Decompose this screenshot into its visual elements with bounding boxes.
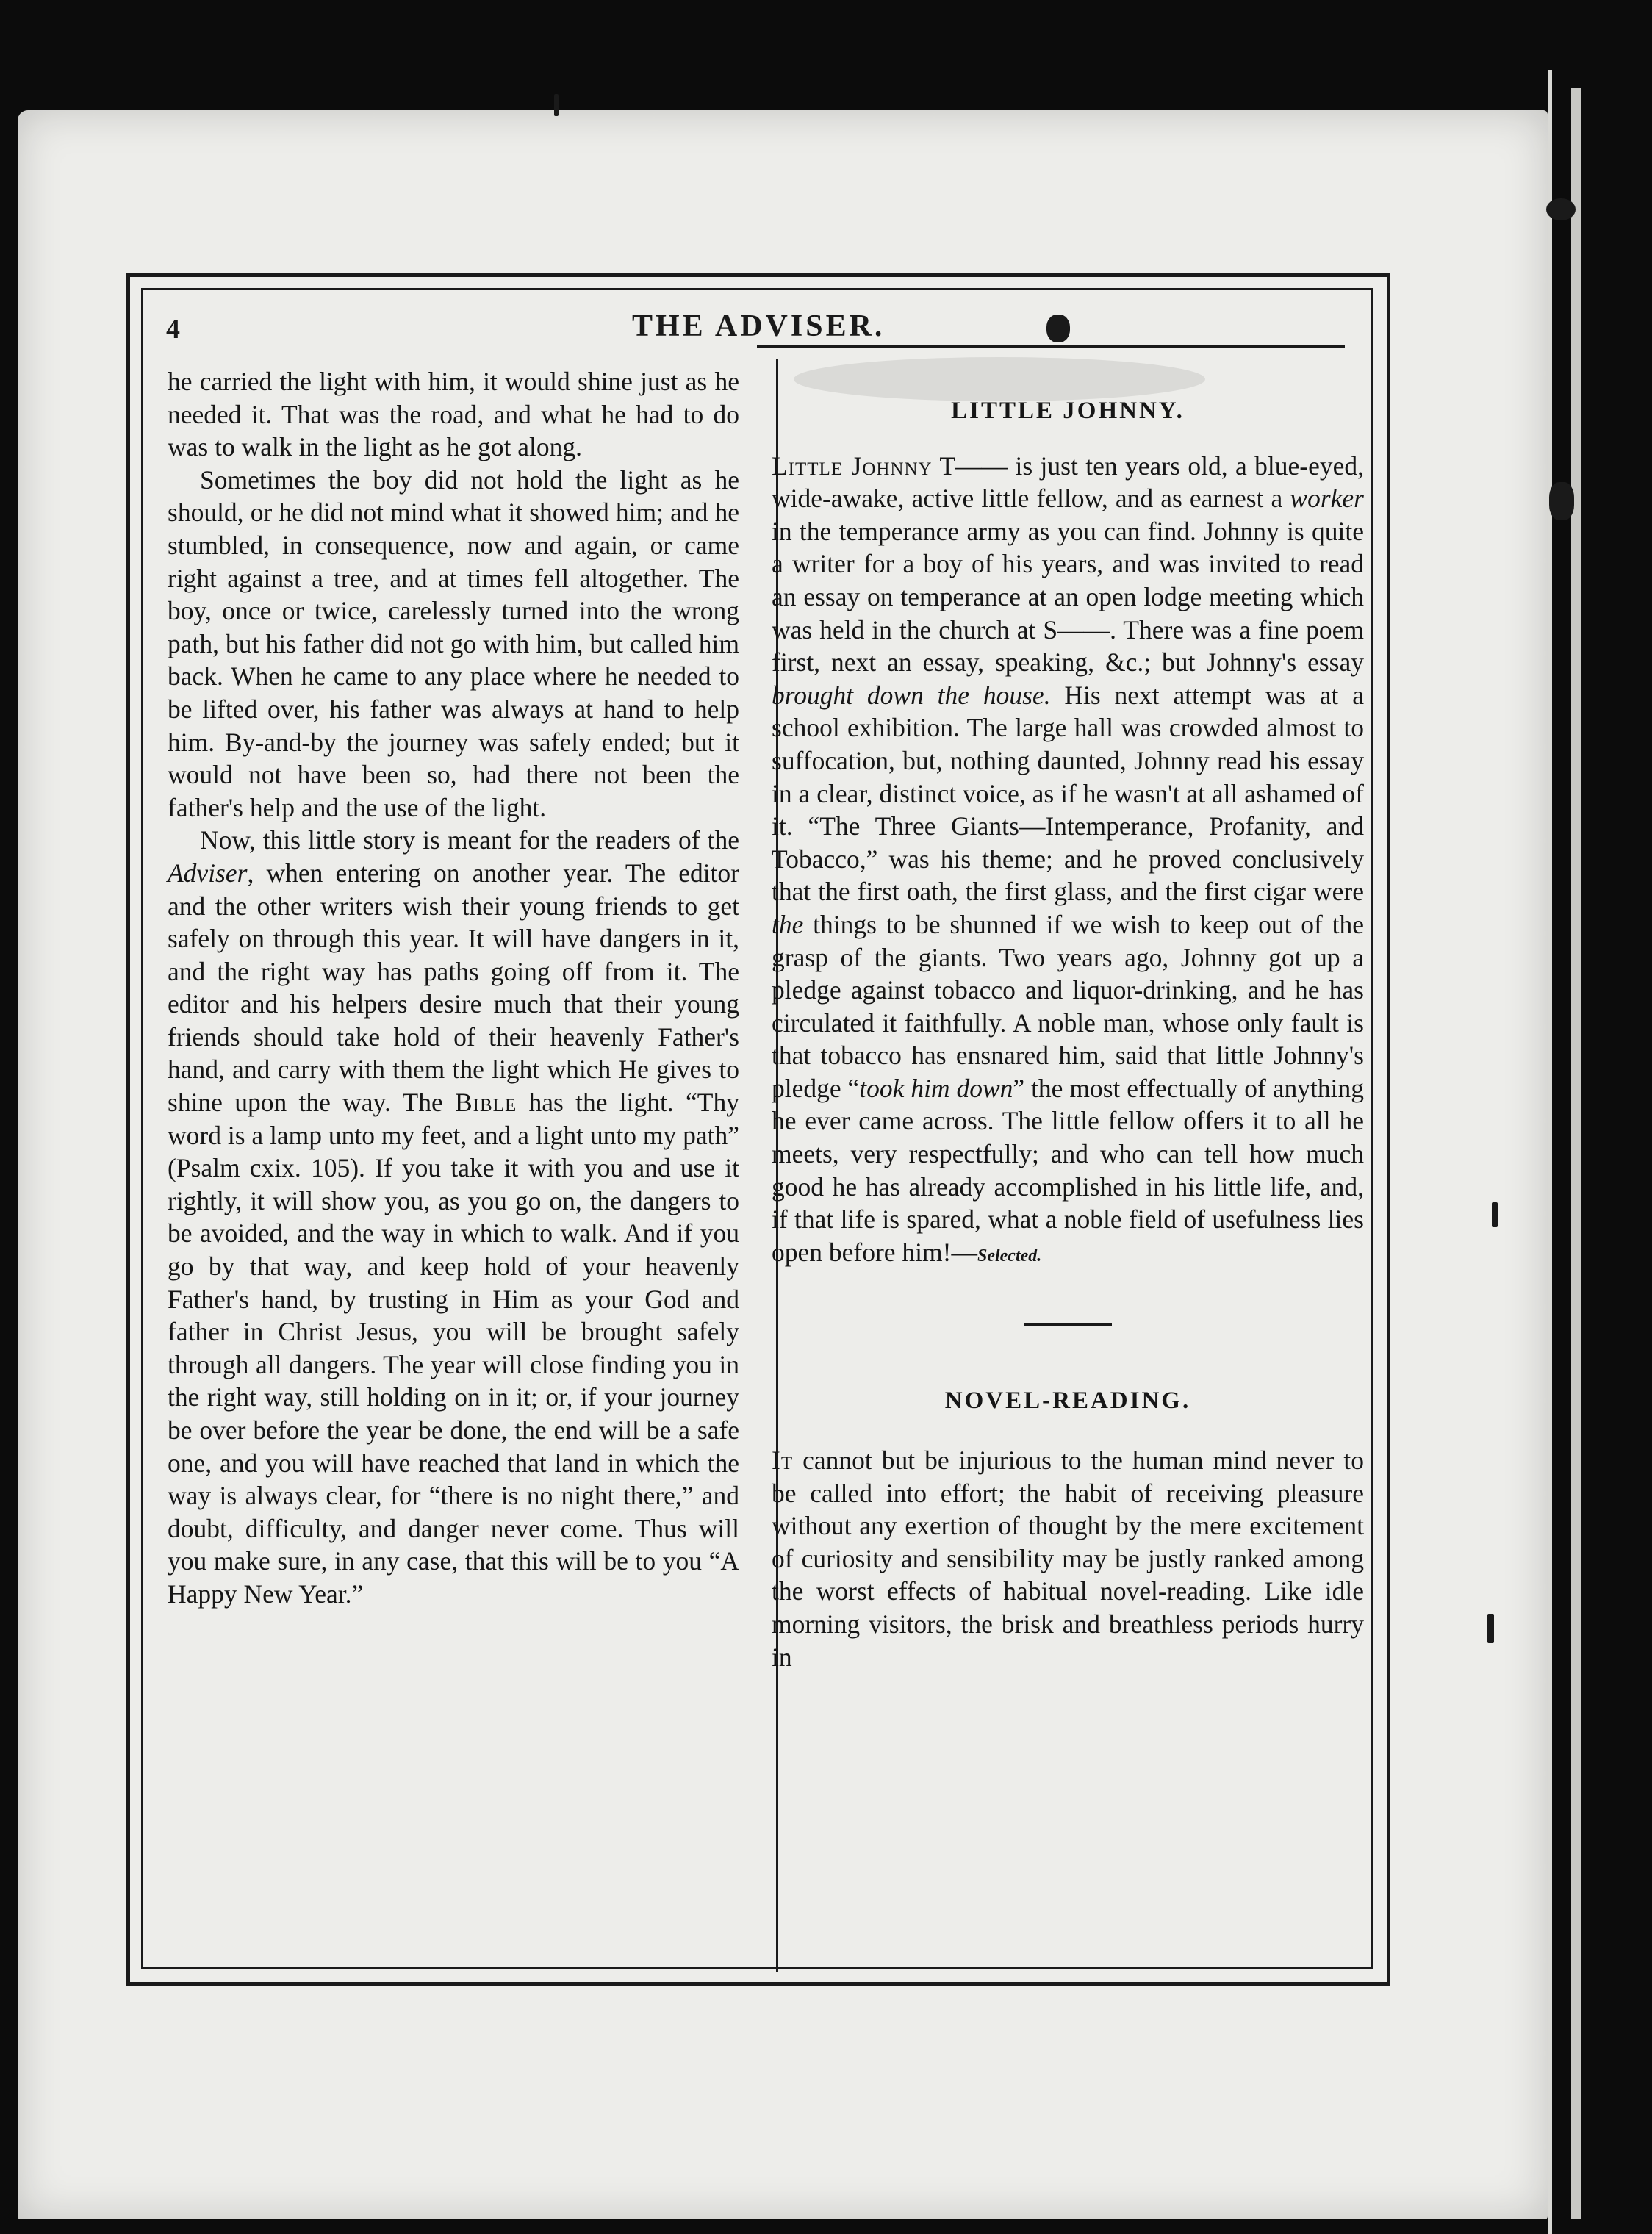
article-text: ” the most effectually of anything he ever came across. The little fellow offers it to all he meets, very respectfully; and who can tell how much good he has already accomplished in his little life, and, if that life is spared, what a noble field of usefulness lies open before him!— (772, 1073, 1364, 1267)
paragraph-text: , when entering on another year. The editor and the other writers wish their young friends to get safely on through this year. It will have dangers in it, and the right way has paths going off from it. The editor and his helpers desire much that their young friends should take hold of their heavenly Father's hand, and carry with them the light which He gives to shine upon the way. The (168, 858, 739, 1118)
paragraph-text: has the light. “Thy word is a lamp unto my feet, and a light unto my path” (Psalm cxix. 105). If you take it with you and use it rightly, it will show you, as you go on, the dangers to be avoided, and the way in which to walk. And if you go by that way, and keep hold of your heavenly Father's hand, by trusting in Him as your God and father in Christ Jesus, you will be brought safely through all dangers. The year will close finding you in the right way, still holding on in it; or, if your journey be over before the year be done, the end will be a safe one, and you will have reached that land in which the way is always clear, for “there is no night there,” and doubt, difficulty, and danger never come. Thus will you make sure, in any case, that this will be to you “A Happy New Year.” (168, 1088, 739, 1609)
header-rule (757, 345, 1345, 348)
italic-text: brought down the house. (772, 680, 1051, 710)
article-text: cannot but be injurious to the human mind never to be called into effort; the habit of receiving pleasure without any exertion of thought by the mere excitement of curiosity and sensibility may be justly ranked among the worst effects of habitual novel-reading. Like idle morning visitors, the brisk and breathless periods hurry in (772, 1445, 1364, 1672)
paragraph-new-year (168, 824, 739, 1610)
next-page-edge (1548, 70, 1652, 2234)
next-page-strip (1571, 88, 1581, 2219)
ink-mark (1487, 1614, 1494, 1643)
article-heading-novel-reading: NOVEL-READING. (944, 1387, 1191, 1415)
article-text: T—— is just ten years old, a blue-eyed, wide-awake, active little fellow, and as earnest a (772, 450, 1364, 514)
ink-blot (1546, 198, 1576, 220)
section-separator (1024, 1323, 1112, 1326)
left-column (168, 365, 739, 1611)
adviser-italic: Adviser (168, 858, 248, 888)
article-body-novel-reading (772, 1444, 1364, 1673)
ink-mark (1492, 1202, 1498, 1227)
article-heading-little-johnny: LITTLE JOHNNY. (951, 398, 1185, 424)
italic-text: worker (1290, 484, 1364, 514)
lead-smallcaps: Little Johnny (772, 450, 933, 481)
article-credit: Selected. (977, 1246, 1042, 1265)
ink-blot (1549, 482, 1574, 520)
running-title: THE ADVISER. (632, 309, 886, 343)
page-number: 4 (166, 314, 180, 345)
paragraph-text: Now, this little story is meant for the readers of the (200, 825, 739, 855)
article-text: in the temperance army as you can find. Johnny is quite a writer for a boy of his years, and was invited to read an essay on temperance at an open lodge meeting which was held in the church at S——. There was a fine poem first, next an essay, speaking, &c.; but Johnny's essay (772, 516, 1364, 678)
right-column (772, 395, 1364, 1673)
bible-smallcaps: Bible (455, 1088, 517, 1118)
article-text: His next attempt was at a school exhibition. The large hall was crowded almost to suffocation, but, nothing daunted, Johnny read his essay in a clear, distinct voice, as if he wasn't at all ashamed of it. “The Three Giants—Intemperance, Profanity, and Tobacco,” was his theme; and he proved conclusively that the first oath, the first glass, and the first cigar were (772, 680, 1364, 907)
article-text: things to be shunned if we wish to keep out of the grasp of the giants. Two years ago, Johnny got up a pledge against tobacco and liquor-drinking, and he has circulated it faithfully. A noble man, whose only fault is that tobacco has ensnared him, said that little Johnny's pledge “ (772, 909, 1364, 1103)
page-header (162, 301, 1337, 345)
paragraph: Sometimes the boy did not hold the light as he should, or he did not mind what it showed him; and he stumbled, in consequence, now and again, or came right against a tree, and at times fell altogether. The boy, once or twice, carelessly turned into the wrong path, but his father did not go with him, but called him back. When he came to any place where he needed to be lifted over, his father was always at hand to help him. By-and-by the journey was safely ended; but it would not have been so, had there not been the father's help and the use of the light. (168, 464, 739, 822)
lead-smallcaps: It (772, 1445, 794, 1476)
paragraph-continuation: he carried the light with him, it would shine just as he needed it. That was the road, and what he had to do was to walk in the light as he got along. (168, 367, 739, 462)
ink-mark (554, 94, 559, 116)
italic-text: took him down (859, 1073, 1013, 1103)
article-body-little-johnny (772, 450, 1364, 1273)
italic-text: the (772, 909, 804, 939)
